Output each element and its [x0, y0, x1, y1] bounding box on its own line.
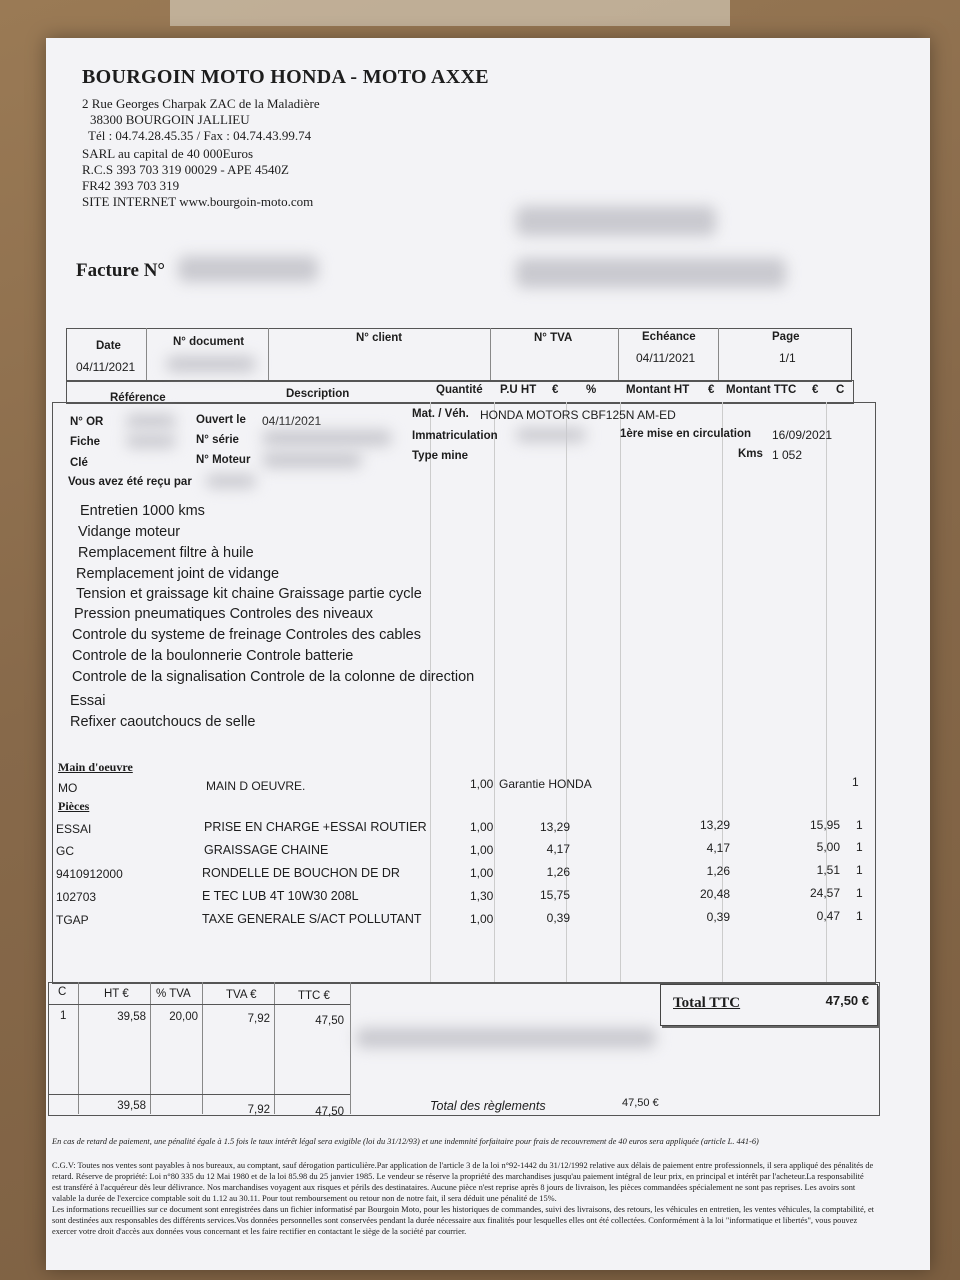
- col-percent: %: [586, 384, 597, 396]
- task-item: Essai: [70, 693, 106, 709]
- part-c: 1: [856, 818, 863, 832]
- redacted-document-number: [166, 356, 256, 372]
- part-c: 1: [856, 886, 863, 900]
- page-header: Page: [772, 331, 800, 343]
- part-description: GRAISSAGE CHAINE: [204, 843, 329, 857]
- vehicle-model-label: Mat. / Véh.: [412, 408, 469, 420]
- summary-vat-rate-header: % TVA: [156, 988, 191, 1000]
- col-quantity: Quantité: [436, 384, 483, 396]
- labor-warranty-note: Garantie HONDA: [499, 777, 592, 791]
- col-euro: €: [708, 384, 715, 396]
- opened-label: Ouvert le: [196, 414, 246, 426]
- part-amount-ht: 20,48: [699, 887, 730, 901]
- task-item: Entretien 1000 kms: [80, 503, 205, 519]
- redacted-serial-number: [262, 430, 392, 446]
- serial-label: N° série: [196, 434, 239, 446]
- redacted-invoice-number: [178, 256, 318, 282]
- company-vat-number: FR42 393 703 319: [82, 178, 180, 193]
- company-name: BOURGOIN MOTO HONDA - MOTO AXXE: [82, 66, 489, 88]
- first-registration-date: 16/09/2021: [772, 428, 833, 442]
- mileage-label: Kms: [738, 448, 763, 460]
- part-unit-price: 0,39: [546, 911, 570, 925]
- labor-section-title: Main d'oeuvre: [58, 760, 133, 774]
- labor-ref: MO: [58, 781, 78, 795]
- total-ht: 39,58: [117, 1100, 146, 1112]
- summary-ht: 39,58: [117, 1011, 146, 1023]
- part-quantity: 1,00: [470, 912, 494, 926]
- part-amount-ht: 13,29: [699, 818, 730, 832]
- opened-date: 04/11/2021: [262, 414, 322, 428]
- summary-c: 1: [60, 1010, 67, 1022]
- company-phone: Tél : 04.74.28.45.35 / Fax : 04.74.43.99.74: [88, 128, 312, 143]
- part-unit-price: 4,17: [546, 842, 570, 856]
- due-date: 04/11/2021: [636, 351, 696, 365]
- page-number: 1/1: [779, 351, 796, 365]
- company-capital: SARL au capital de 40 000Euros: [82, 146, 254, 161]
- type-mine-label: Type mine: [412, 450, 469, 462]
- total-ttc-box: [660, 984, 878, 1026]
- part-ref: 9410912000: [56, 867, 123, 881]
- part-amount-ttc: 5,00: [816, 840, 840, 854]
- col-euro: €: [552, 384, 559, 396]
- summary-vat-header: TVA €: [226, 989, 257, 1001]
- date-header: Date: [96, 340, 121, 352]
- company-website: SITE INTERNET www.bourgoin-moto.com: [82, 194, 314, 209]
- part-c: 1: [856, 909, 863, 923]
- task-item: Vidange moteur: [78, 524, 181, 540]
- labor-c: 1: [852, 775, 859, 789]
- task-item: Controle de la boulonnerie Controle batterie: [72, 648, 354, 664]
- adhesive-tape: [170, 0, 730, 26]
- fiche-label: Fiche: [70, 436, 101, 448]
- summary-ttc: 47,50: [315, 1015, 344, 1027]
- part-amount-ttc: 24,57: [809, 886, 840, 900]
- received-by-label: Vous avez été reçu par: [68, 476, 192, 488]
- task-item: Controle de la signalisation Controle de la colonne de direction: [72, 669, 475, 685]
- total-vat: 7,92: [247, 1104, 270, 1116]
- part-quantity: 1,00: [470, 843, 494, 857]
- summary-vat-rate: 20,00: [169, 1011, 198, 1023]
- first-registration-label: 1ère mise en circulation: [620, 428, 752, 440]
- total-ttc-label: Total TTC: [673, 995, 741, 1011]
- engine-number-label: N° Moteur: [196, 454, 251, 466]
- data-privacy-notice: Les informations recueillies sur ce document sont enregistrées dans un fichier informatisé par Bourgoin Moto, pour les historiques de commandes, suivi des livraisons, des retours, les véhicules en entretien, les ventes véhicules, la comptabilité, et sont destinées aux responsables des différents services.Vos données personnelles sont conservées pendant la durée nécessaire aux finalités pour lesquelles elles ont été collectées. Conformément à la loi "informatique et libertés", vous pouvez exercer votre droit d'accès aux données vous concernant et les faire rectifier en contactant le siège de la société par courrier.: [52, 1205, 875, 1236]
- redacted-recipient-address: [516, 258, 786, 288]
- due-date-header: Echéance: [642, 331, 696, 343]
- registration-label: Immatriculation: [412, 430, 498, 442]
- part-amount-ht: 4,17: [706, 841, 730, 855]
- key-label: Clé: [70, 457, 88, 469]
- part-description: RONDELLE DE BOUCHON DE DR: [202, 866, 400, 880]
- task-item: Remplacement filtre à huile: [78, 545, 254, 561]
- redacted-recipient: [516, 206, 716, 236]
- col-amount-ttc: Montant TTC: [726, 384, 797, 396]
- part-c: 1: [856, 840, 863, 854]
- part-c: 1: [856, 863, 863, 877]
- summary-vat: 7,92: [247, 1013, 270, 1025]
- labor-description: MAIN D OEUVRE.: [206, 779, 306, 793]
- redacted-or-number: [126, 414, 176, 428]
- col-euro: €: [812, 384, 819, 396]
- part-amount-ht: 1,26: [706, 864, 730, 878]
- vehicle-model: HONDA MOTORS CBF125N AM-ED: [480, 408, 676, 422]
- summary-c-header: C: [58, 986, 67, 998]
- part-quantity: 1,00: [470, 866, 494, 880]
- task-item: Pression pneumatiques Controles des niveaux: [74, 606, 374, 622]
- invoice-date: 04/11/2021: [76, 360, 136, 374]
- col-description: Description: [286, 388, 350, 400]
- company-address-line: 2 Rue Georges Charpak ZAC de la Maladière: [82, 96, 320, 111]
- part-unit-price: 1,26: [546, 865, 570, 879]
- part-amount-ttc: 1,51: [816, 863, 840, 877]
- task-item: Remplacement joint de vidange: [76, 566, 280, 582]
- task-item: Refixer caoutchoucs de selle: [70, 714, 256, 730]
- vat-number-header: N° TVA: [534, 332, 573, 344]
- terms-of-sale: C.G.V: Toutes nos ventes sont payables à nos bureaux, au comptant, sauf dérogation particulière.Par application de l'article 3 de la loi n°92-1442 du 31/12/1992 relative aux délais de paiement entre professionnels, il sera appliqué des pénalités de retard. Réserve de propriété: Loi n°80 335 du 12 Mai 1980 et de la loi 85.98 du 25 janvier 1985. Le vendeur se réserve la propriété des marchandises jusqu'au paiement intégral de leur prix, en principal et intérêt par l'acheteur.La responsabilité est transféré à l'acquéreur dès leur délivrance. Nos marchandises voyagent aux risques et périls des destinataires. Aucune pièce n'est reprise après 8 jours de livraison, les pièces commandées spécialement ne sont pas reprises. Les avoirs sont valable la durée de l'exercice comptable soit du 1.12 au 30.11. Pour tout remboursement ou retour non de notre fait, il sera déduit une pénalité de 15%.: [52, 1161, 874, 1203]
- part-description: E TEC LUB 4T 10W30 208L: [202, 889, 359, 903]
- part-unit-price: 13,29: [539, 820, 570, 834]
- document-number-header: N° document: [173, 336, 245, 348]
- invoice-document: [46, 38, 930, 1270]
- redacted-payment-info: [356, 1028, 656, 1048]
- or-label: N° OR: [70, 416, 104, 428]
- labor-quantity: 1,00: [470, 777, 494, 791]
- company-address-line: 38300 BOURGOIN JALLIEU: [90, 112, 250, 127]
- part-ref: GC: [56, 844, 74, 858]
- part-description: PRISE EN CHARGE +ESSAI ROUTIER: [204, 820, 427, 834]
- redacted-engine-number: [262, 452, 362, 468]
- invoice-number-label: Facture N°: [76, 260, 166, 281]
- part-description: TAXE GENERALE S/ACT POLLUTANT: [202, 912, 422, 926]
- total-ttc-summary: 47,50: [315, 1106, 344, 1118]
- part-amount-ttc: 0,47: [816, 909, 840, 923]
- part-quantity: 1,00: [470, 820, 494, 834]
- redacted-receiver: [206, 474, 256, 488]
- task-item: Tension et graissage kit chaine Graissage partie cycle: [76, 586, 422, 602]
- payments-total-label: Total des règlements: [430, 1099, 546, 1113]
- part-unit-price: 15,75: [539, 888, 570, 902]
- client-number-header: N° client: [356, 332, 403, 344]
- total-ttc-value: 47,50 €: [825, 993, 869, 1008]
- summary-ttc-header: TTC €: [298, 990, 330, 1002]
- late-payment-notice: En cas de retard de paiement, une pénalité égale à 1.5 fois le taux intérêt légal sera exigible (loi du 31/12/93) et une indemnité forfaitaire pour frais de recouvrement de 40 euros sera appliquée (article L. 441-6): [52, 1137, 759, 1146]
- col-unit-price: P.U HT: [500, 384, 537, 396]
- parts-section-title: Pièces: [58, 799, 90, 813]
- invoice-lines-table: [52, 402, 876, 984]
- redacted-registration: [516, 428, 586, 442]
- redacted-fiche: [126, 434, 176, 448]
- summary-ht-header: HT €: [104, 988, 129, 1000]
- mileage-value: 1 052: [772, 448, 803, 462]
- task-item: Controle du systeme de freinage Controles des cables: [72, 627, 421, 643]
- col-c: C: [836, 384, 845, 396]
- payments-total-value: 47,50 €: [622, 1097, 659, 1109]
- part-ref: ESSAI: [56, 822, 92, 836]
- part-ref: TGAP: [56, 913, 89, 927]
- part-amount-ht: 0,39: [706, 910, 730, 924]
- part-amount-ttc: 15,95: [809, 818, 840, 832]
- part-ref: 102703: [56, 890, 97, 904]
- col-amount-ht: Montant HT: [626, 384, 690, 396]
- part-quantity: 1,30: [470, 889, 494, 903]
- col-reference: Référence: [110, 392, 166, 404]
- company-rcs: R.C.S 393 703 319 00029 - APE 4540Z: [82, 162, 289, 177]
